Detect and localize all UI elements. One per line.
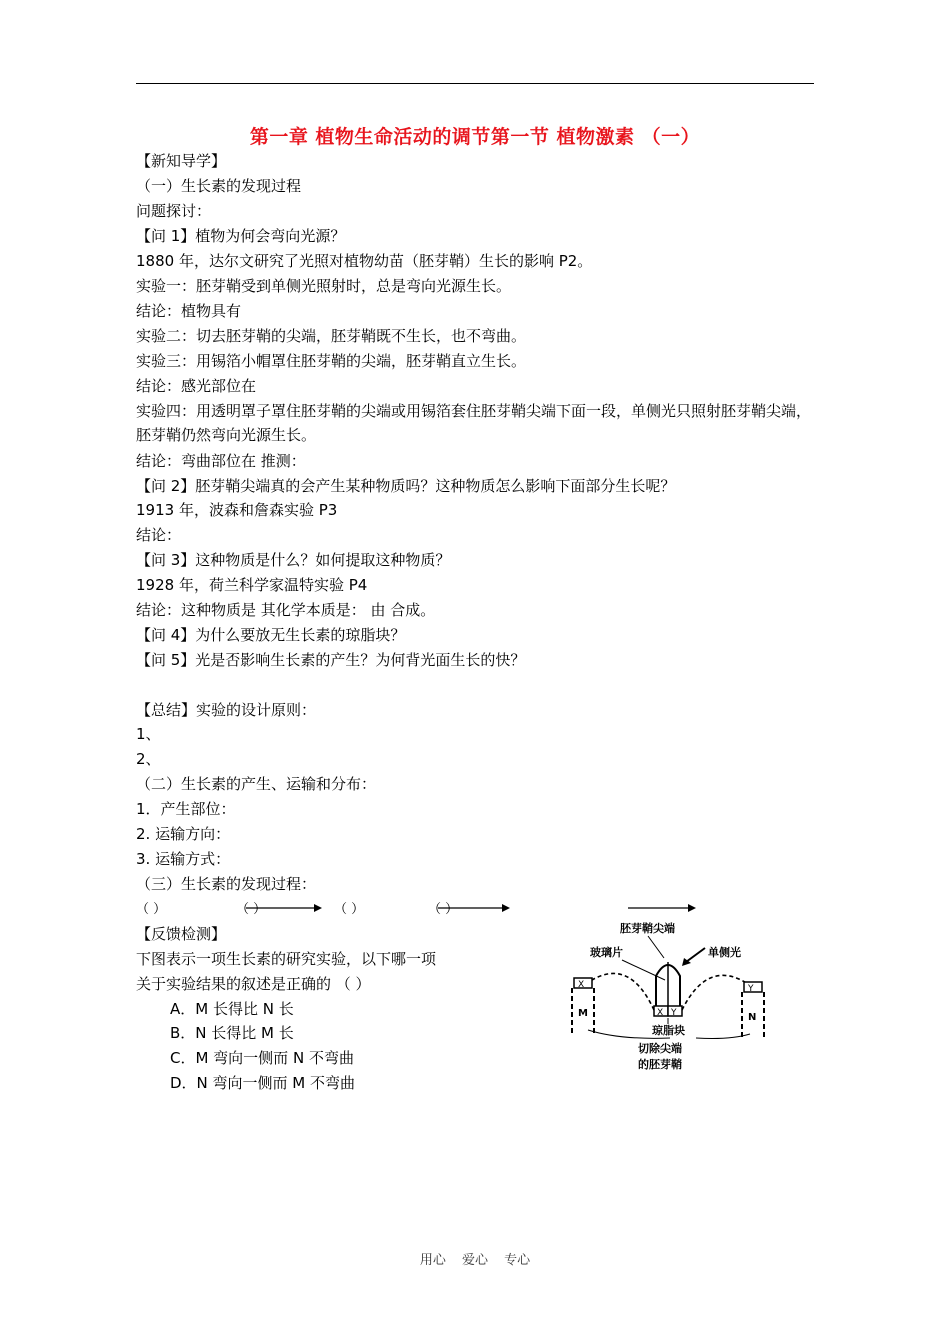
text-line: 下图表示一项生长素的研究实验，以下哪一项 xyxy=(136,950,437,968)
question-line: 【问 1】植物为何会弯向光源？ xyxy=(136,227,346,245)
section-heading: 【反馈检测】 xyxy=(136,925,227,943)
page-footer xyxy=(0,1249,950,1268)
arrow-head-icon xyxy=(502,904,510,912)
arrow-head-icon xyxy=(314,904,322,912)
text-line: 1913 年，波森和詹森实验 P3 xyxy=(136,501,338,519)
text-line: 1、 xyxy=(136,725,161,743)
question-line: 【问 4】为什么要放无生长素的琼脂块？ xyxy=(136,626,406,644)
text-line: 关于实验结果的叙述是正确的 （ ） xyxy=(136,975,371,993)
text-line: 结论：感光部位在 xyxy=(136,377,257,395)
text-line: 1928 年，荷兰科学家温特实验 P4 xyxy=(136,576,368,594)
option-a: A．M 长得比 N 长 xyxy=(170,1000,294,1018)
footer-item: 专心 xyxy=(504,1253,531,1268)
option-d: D．N 弯向一侧而 M 不弯曲 xyxy=(170,1074,356,1092)
text-line: （三）生长素的发现过程： xyxy=(136,875,317,893)
footer-item: 爱心 xyxy=(461,1253,488,1268)
header-rule xyxy=(136,83,814,84)
label-coleoptile-tip: 胚芽鞘尖端 xyxy=(620,922,675,935)
transfer-arc-left xyxy=(592,973,654,1010)
option-c: C．M 弯向一侧而 N 不弯曲 xyxy=(170,1049,354,1067)
section-heading: 【新知导学】 xyxy=(136,152,227,170)
text-line: 实验二：切去胚芽鞘的尖端，胚芽鞘既不生长，也不弯曲。 xyxy=(136,327,527,345)
light-arrow-line xyxy=(686,948,705,962)
arrow-head-icon xyxy=(688,904,696,912)
flow-blank-3: （ ） xyxy=(334,902,365,917)
text-line: 1880 年，达尔文研究了光照对植物幼苗（胚芽鞘）生长的影响 P2。 xyxy=(136,252,593,270)
label-x-small: X xyxy=(578,980,585,990)
question-line: 【问 2】胚芽鞘尖端真的会产生某种物质吗？这种物质怎么影响下面部分生长呢？ xyxy=(136,477,676,495)
text-line: 结论：弯曲部位在 推测： xyxy=(136,452,306,470)
label-cut-tip-2: 的胚芽鞘 xyxy=(638,1058,682,1071)
label-glass-plate: 玻璃片 xyxy=(590,946,623,959)
text-line: （二）生长素的产生、运输和分布： xyxy=(136,775,377,793)
transfer-arc-right xyxy=(682,975,748,1010)
label-cut-tip-1: 切除尖端 xyxy=(638,1042,682,1055)
text-line: 问题探讨： xyxy=(136,202,212,220)
text-line: 1．产生部位： xyxy=(136,800,236,818)
text-line: 2、 xyxy=(136,750,161,768)
label-agar-block: 琼脂块 xyxy=(652,1024,685,1037)
text-line: （一）生长素的发现过程 xyxy=(136,177,302,195)
label-y: Y xyxy=(671,1008,677,1018)
pointer-line xyxy=(648,936,664,958)
section-heading: 【总结】实验的设计原则： xyxy=(136,701,317,719)
text-paragraph: 实验四：用透明罩子罩住胚芽鞘的尖端或用锡箔套住胚芽鞘尖端下面一段，单侧光只照射胚芽鞘尖端，胚芽鞘仍然弯向光源生长。 xyxy=(136,402,812,444)
discovery-flow xyxy=(136,896,736,920)
text-line: 结论：植物具有 xyxy=(136,302,242,320)
label-n: N xyxy=(748,1012,757,1023)
footer-item: 用心 xyxy=(419,1253,446,1268)
label-y-small: Y xyxy=(748,984,754,994)
text-line: 结论：这种物质是 其化学本质是： 由 合成。 xyxy=(136,601,436,619)
experiment-diagram xyxy=(560,918,810,1083)
label-unilateral-light: 单侧光 xyxy=(708,946,741,959)
question-line: 【问 3】这种物质是什么？如何提取这种物质？ xyxy=(136,551,451,569)
text-line: 实验三：用锡箔小帽罩住胚芽鞘的尖端，胚芽鞘直立生长。 xyxy=(136,352,527,370)
flow-blank-4: （ ） xyxy=(428,902,459,917)
label-m: M xyxy=(578,1008,588,1019)
text-line: 3. 运输方式： xyxy=(136,850,231,868)
text-line: 2. 运输方向： xyxy=(136,825,231,843)
text-line: 结论： xyxy=(136,526,182,544)
page-title: 第一章 植物生命活动的调节第一节 植物激素 （一） xyxy=(249,126,701,148)
flow-blank-1: （ ） xyxy=(136,902,167,917)
label-x: X xyxy=(657,1008,664,1018)
text-line: 实验一：胚芽鞘受到单侧光照射时，总是弯向光源生长。 xyxy=(136,277,512,295)
option-b: B．N 长得比 M 长 xyxy=(170,1024,294,1042)
flow-blank-2: （ ） xyxy=(236,902,267,917)
question-line: 【问 5】光是否影响生长素的产生？为何背光面生长的快？ xyxy=(136,651,526,669)
